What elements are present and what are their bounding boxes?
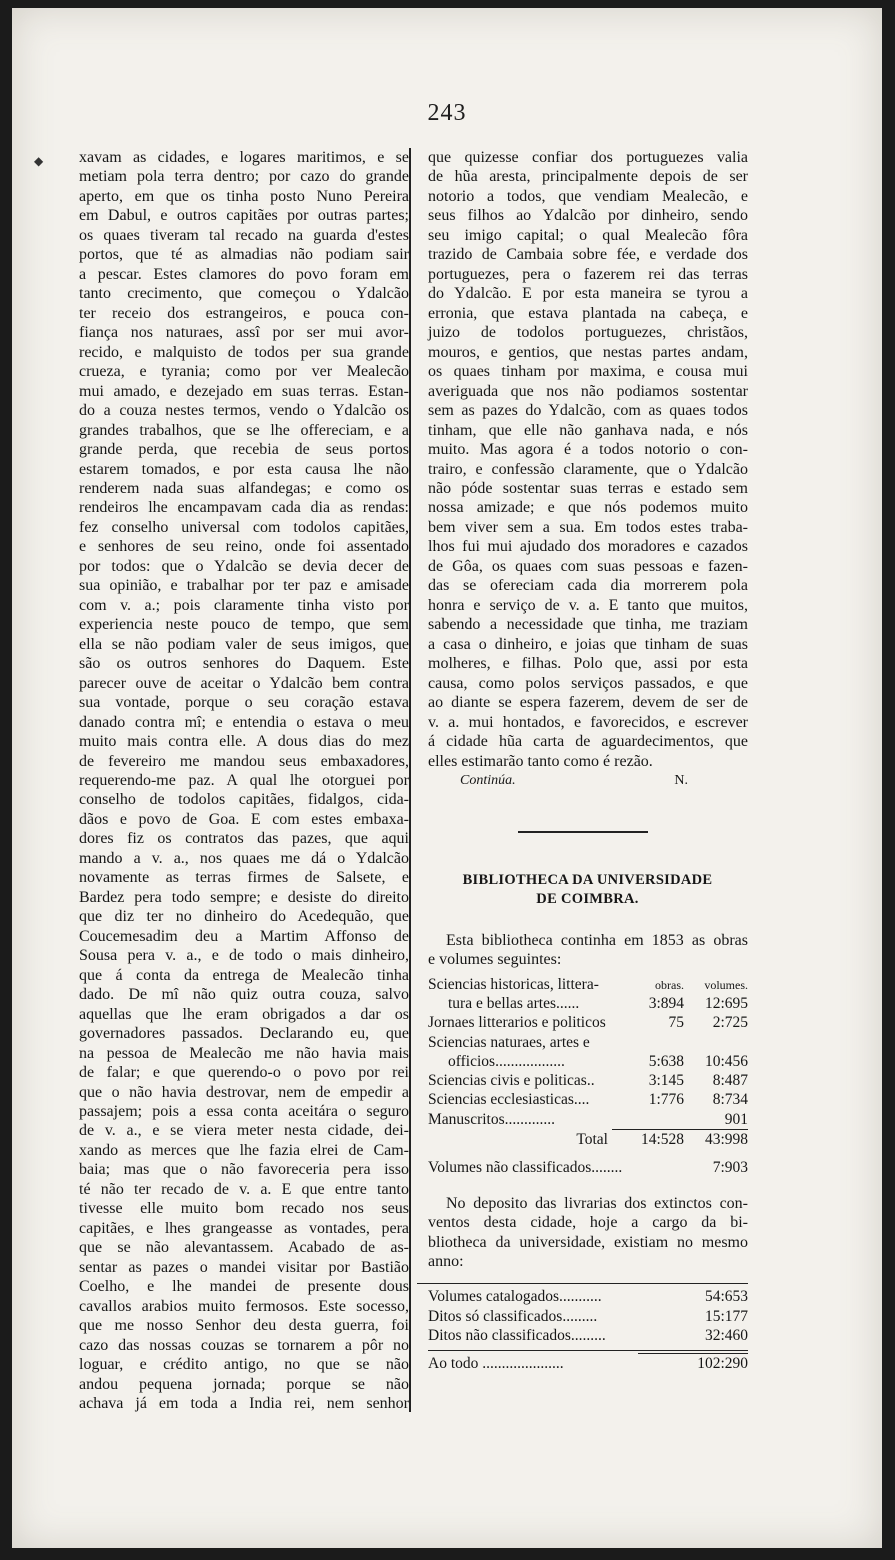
text-line: que o não havia destrovar, nem de empedir a xyxy=(79,1083,409,1101)
text-line: em Dabul, e outros capitães por outras partes; xyxy=(79,207,409,225)
text-line: com v. a.; pois claramente tinha visto por xyxy=(79,596,409,614)
text-line: que á conta da entrega de Mealecão tinha xyxy=(79,966,409,984)
text-line: conselho de todolos capitães, fidalgos, cida- xyxy=(79,791,409,809)
text-line: Coelho, e lhe mandei de presente dous xyxy=(79,1278,409,1296)
unclassified-value: 7:903 xyxy=(712,1159,748,1177)
table-row-label: Sciencias civis e politicas.. xyxy=(428,1072,595,1090)
total-label: Total xyxy=(576,1131,608,1149)
right-column xyxy=(417,148,748,1373)
deposit-paragraph xyxy=(417,1194,748,1272)
text-line: muito. Mas agora é a todos notorio o con- xyxy=(428,441,748,459)
text-line: trazido de Cambaia sobre fée, e verdade dos xyxy=(428,246,748,264)
table-row-obras: 75 xyxy=(668,1014,684,1032)
section-title-line2: DE COIMBRA. xyxy=(536,891,639,907)
deposit-row xyxy=(428,1326,748,1345)
total-volumes: 43:998 xyxy=(684,1129,748,1149)
text-line: xando as merces que lhe fazia elrei de Cam- xyxy=(79,1141,409,1159)
unclassified-label: Volumes não classificados........ xyxy=(428,1159,623,1177)
table-row-volumes: 901 xyxy=(724,1110,748,1128)
text-line: portuguezes, pera o fazerem rei das terras xyxy=(428,265,748,283)
deposit-total-label: Ao todo ..................... xyxy=(428,1355,564,1373)
deposit-row-value: 32:460 xyxy=(704,1327,748,1345)
text-line: de hũa aresta, principalmente depois de ser xyxy=(428,168,748,186)
text-line: trairo, e confessão claramente, que o Ydalcão xyxy=(428,460,748,478)
text-line: bem viver sem a sua. Em todos estes traba- xyxy=(428,518,748,536)
text-line: ao diante se espera fazerem, devem de ser de xyxy=(428,694,748,712)
text-line: grandes trabalhos, que se lhe offereciam, e a xyxy=(79,421,409,439)
text-line: renderem nada suas alfandegas; e como os xyxy=(79,479,409,497)
deposit-line: bliotheca da universidade, existiam no mesmo xyxy=(428,1233,748,1251)
text-line: dado. De mî não quiz outra couza, salvo xyxy=(79,986,409,1004)
text-line: seu imigo capital; o qual Mealecão fôra xyxy=(428,226,748,244)
deposit-row-value: 54:653 xyxy=(704,1288,748,1306)
library-table xyxy=(417,976,748,1178)
text-line: andou pequena jornada; porque se não xyxy=(79,1375,409,1393)
text-line: a pescar. Estes clamores do povo foram em xyxy=(79,265,409,283)
deposit-line: ventos desta cidade, hoje a cargo da bi- xyxy=(428,1214,748,1232)
text-line: tanto crecimento, que começou o Ydalcão xyxy=(79,285,409,303)
table-row-volumes: 8:487 xyxy=(712,1072,748,1090)
text-line: Sousa pera v. a., e de todo o mais dinheiro, xyxy=(79,947,409,965)
continua-label: Continúa. xyxy=(460,773,516,788)
table-row-label: Sciencias naturaes, artes e xyxy=(428,1033,590,1051)
text-line: causa, como polos serviços passados, e que xyxy=(428,674,748,692)
text-line: té não ter recado de v. a. E que entre tanto xyxy=(79,1180,409,1198)
text-line: mouros, e gentios, que nestas partes andam, xyxy=(428,343,748,361)
deposit-row-value: 15:177 xyxy=(704,1307,748,1325)
unclassified-row xyxy=(428,1158,748,1177)
intro-line: Esta bibliotheca continha em 1853 as obras xyxy=(446,932,748,949)
text-line: seus filhos ao Ydalcão por dinheiro, sendo xyxy=(428,207,748,225)
deposit-row xyxy=(428,1307,748,1326)
text-line: os quaes tiveram tal recado na guarda d'estes xyxy=(79,226,409,244)
table-row-label: Jornaes litterarios e politicos xyxy=(428,1014,606,1032)
text-line: por todos: que o Ydalcão se devia decer de xyxy=(79,557,409,575)
text-line: achava já em toda a India rei, nem senhor xyxy=(79,1395,409,1412)
text-line: mui amado, e dezejado em suas terras. Estan- xyxy=(79,382,409,400)
text-line: dãos e povo de Goa. E com estes embaxa- xyxy=(79,810,409,828)
text-line: fiança nos naturaes, assî por ser mui avor- xyxy=(79,324,409,342)
text-line: danado contra mî; e entendia o estava o meu xyxy=(79,713,409,731)
text-line: dores fiz os contratos das pazes, que aqui xyxy=(79,830,409,848)
text-line: parecer ouve de aceitar o Ydalcão bem contra xyxy=(79,674,409,692)
text-line: xavam as cidades, e logares maritimos, e se xyxy=(79,149,409,166)
text-line: tinham, que elle não ganhava nada, e nós xyxy=(428,421,748,439)
text-line: na pessoa de Mealecão me não havia mais xyxy=(79,1044,409,1062)
text-line: elles estimarão tanto como é rezão. xyxy=(428,752,653,770)
text-line: são os outros senhores do Daquem. Este xyxy=(79,655,409,673)
text-line: requerendo-me paz. A qual lhe otorguei por xyxy=(79,772,409,789)
text-line: estarem tomados, e por esta causa lhe não xyxy=(79,460,409,478)
deposit-row-label: Ditos não classificados......... xyxy=(428,1327,606,1345)
text-line: tivesse elle muito bom recado nos seus xyxy=(79,1200,409,1218)
text-line: grande perda, que recebia de seus portos xyxy=(79,441,409,459)
text-line: rendeiros lhe encampavam cada dia as rendas: xyxy=(79,499,409,517)
bullet-mark-icon: ◆ xyxy=(34,154,44,168)
text-line: aquellas que lhe eram obrigados a dar os xyxy=(79,1005,409,1023)
text-line: das se ofereciam cada dia morrerem pola xyxy=(428,577,748,595)
deposit-line: No deposito das livrarias dos extinctos con- xyxy=(446,1194,748,1212)
newspaper-page xyxy=(12,8,882,1548)
text-line: cazo das nossas couzas se tornarem a pôr no xyxy=(79,1336,409,1354)
table-body xyxy=(428,994,748,1129)
table-row-volumes: 2:725 xyxy=(712,1014,748,1032)
total-obras: 14:528 xyxy=(612,1129,684,1149)
text-line: honra e serviço de v. a. E tanto que muitos, xyxy=(428,596,748,614)
text-line: e senhores de seu reino, onde foi assentado xyxy=(79,538,409,556)
col-header-volumes: volumes. xyxy=(704,977,748,992)
library-intro xyxy=(417,931,748,970)
text-line: averiguada que nos não podiamos sostentar xyxy=(428,382,748,400)
text-line: que me nosso Senhor deu desta guerra, foi xyxy=(79,1317,409,1335)
table-row-label: tura e bellas artes...... xyxy=(448,994,580,1012)
text-line: que quizesse confiar dos portuguezes valia xyxy=(428,149,748,166)
table-row-label: Sciencias ecclesiasticas.... xyxy=(428,1091,590,1109)
table-row-volumes: 12:695 xyxy=(704,994,748,1012)
section-title-line1: BIBLIOTHECA DA UNIVERSIDADE xyxy=(462,872,713,888)
table-header xyxy=(428,976,748,994)
table-row-label: officios.................. xyxy=(448,1052,565,1070)
deposit-table-body xyxy=(428,1287,748,1345)
text-line: novamente as terras firmes de Salsete, e xyxy=(79,869,409,887)
table-row-label: Sciencias historicas, littera- xyxy=(428,975,599,993)
text-line: do a couza nestes termos, vendo o Ydalcão os xyxy=(79,402,409,420)
intro-line: e volumes seguintes: xyxy=(428,951,562,969)
text-line: á cidade hũa carta de aguardecimentos, que xyxy=(428,733,748,751)
text-line: os quaes tinham por maxima, e cousa mui xyxy=(428,363,748,381)
table-total-row xyxy=(428,1129,748,1148)
table-row-obras: 3:145 xyxy=(648,1072,684,1090)
table-row xyxy=(428,1110,748,1129)
text-line: a casa o dinheiro, e joias que tinham de suas xyxy=(428,635,748,653)
table-row xyxy=(428,1090,748,1109)
text-line: não póde sostentar suas terras e estado sem xyxy=(428,479,748,497)
deposit-row-label: Ditos só classificados......... xyxy=(428,1307,598,1325)
text-line: crueza, e tyrania; como por ver Mealecão xyxy=(79,363,409,381)
text-line: loguar, e crédito antigo, no que se não xyxy=(79,1356,409,1374)
table-row xyxy=(428,1033,748,1052)
deposit-total-row xyxy=(428,1350,748,1372)
text-line: que se não alevantassem. Acabado de as- xyxy=(79,1239,409,1257)
deposit-row-label: Volumes catalogados........... xyxy=(428,1288,602,1306)
text-line: metiam pola terra dentro; por cazo do grande xyxy=(79,168,409,186)
text-line: passajem; pois a essa conta aceitára o seguro xyxy=(79,1102,409,1120)
text-line: molheres, e filhas. Polo que, assi por esta xyxy=(428,655,748,673)
text-line: Bardez pera todo sempre; e desiste do direito xyxy=(79,888,409,906)
table-row-obras: 3:894 xyxy=(648,994,684,1012)
section-divider xyxy=(518,831,648,833)
text-line: erronia, que estava plantada na cabeça, e xyxy=(428,304,748,322)
text-line: do Ydalcão. E por esta maneira se tyrou a xyxy=(428,285,748,303)
text-line: portos, que té as almadias não podiam sair xyxy=(79,246,409,264)
text-line: Coucemesadim deu a Martim Affonso de xyxy=(79,927,409,945)
text-line: fez conselho universal com todolos capitães, xyxy=(79,518,409,536)
table-row-volumes: 8:734 xyxy=(712,1091,748,1109)
signature-initial: N. xyxy=(674,773,688,788)
text-line: de v. a., e se viera meter nesta cidade, dei- xyxy=(79,1122,409,1140)
page-number: 243 xyxy=(427,100,467,126)
text-line: sabendo a necessidade que tinha, me traziam xyxy=(428,616,748,634)
deposit-total-value: 102:290 xyxy=(638,1353,748,1373)
text-line: ella se não podiam valer de seus imigos, que xyxy=(79,635,409,653)
text-line: ter receio dos estrangeiros, e pouca con- xyxy=(79,304,409,322)
deposit-row xyxy=(428,1287,748,1306)
table-row xyxy=(428,994,748,1013)
table-row xyxy=(428,1071,748,1090)
text-line: cavallos arabios muito fermosos. Este socesso, xyxy=(79,1297,409,1315)
text-line: notorio a todos, que vendiam Mealecão, e xyxy=(428,187,748,205)
continua-row xyxy=(417,771,748,791)
text-line: sentar as pazes o mandei visitar por Bastião xyxy=(79,1258,409,1276)
table-row-label: Manuscritos............. xyxy=(428,1110,556,1128)
text-line: aperto, em que os tinha posto Nuno Pereira xyxy=(79,187,409,205)
deposit-table xyxy=(417,1283,748,1372)
text-line: sua vontade, porque o seu coração estava xyxy=(79,694,409,712)
text-line: nossa amizade; e que nós podemos muito xyxy=(428,499,748,517)
text-line: baia; mas que o não favoreceria pera isso xyxy=(79,1161,409,1179)
deposit-line: anno: xyxy=(428,1253,464,1271)
text-line: que diz ter no dinheiro do Acedequão, que xyxy=(79,908,409,926)
text-line: mando a v. a., nos quaes me dá o Ydalcão xyxy=(79,849,409,867)
column-divider xyxy=(409,148,411,1412)
text-line: juizo de todolos portuguezes, christãos, xyxy=(428,324,748,342)
text-line: sua opinião, e trabalhar por ter paz e amisade xyxy=(79,577,409,595)
text-line: v. a. mui hontados, e favorecidos, e escrever xyxy=(428,713,748,731)
text-line: muito mais contra elle. A dous dias do mez xyxy=(79,733,409,751)
text-line: recido, e malquisto de todos per sua grande xyxy=(79,343,409,361)
table-row xyxy=(428,1052,748,1071)
right-column-text xyxy=(417,148,748,771)
text-line: capitães, e lhes grangeasse as vontades, pera xyxy=(79,1219,409,1237)
text-line: de falar; e que querendo-o o povo por rei xyxy=(79,1064,409,1082)
text-line: experiencia neste pouco de tempo, que sem xyxy=(79,616,409,634)
col-header-obras: obras. xyxy=(655,977,684,992)
table-row-obras: 5:638 xyxy=(648,1052,684,1070)
left-column xyxy=(79,148,409,1413)
text-line: governadores passados. Declarando eu, que xyxy=(79,1025,409,1043)
table-row xyxy=(428,1013,748,1032)
table-row-obras: 1:776 xyxy=(648,1091,684,1109)
text-line: sem as pazes do Ydalcão, com as quaes todos xyxy=(428,402,748,420)
text-line: de fevereiro me mandou seus embaxadores, xyxy=(79,752,409,770)
text-line: de Gôa, os quaes com suas pessoas e fazen- xyxy=(428,557,748,575)
table-row-volumes: 10:456 xyxy=(704,1052,748,1070)
text-line: lhos fui mui ajudado dos moradores e cazados xyxy=(428,538,748,556)
